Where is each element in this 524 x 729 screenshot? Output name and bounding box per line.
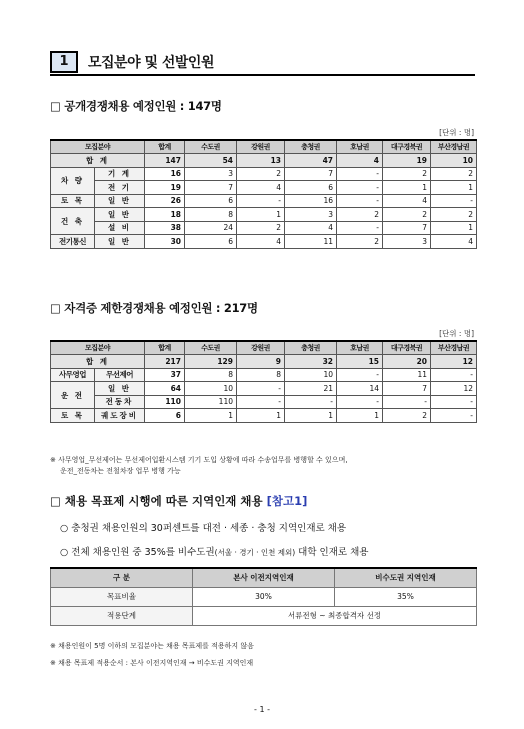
table-cell: 8: [185, 208, 237, 222]
table-cell: 14: [337, 382, 383, 396]
regional-bullet-2: [60, 544, 368, 558]
note-line: ※ 채용인원이 5명 이하의 모집분야는 채용 목표제를 적용하지 않음: [50, 642, 254, 650]
note-line: 운전_전동차는 전철차장 업무 병행 가능: [60, 467, 181, 475]
row-label: 적용단계: [51, 606, 193, 625]
bullet-text: 대학 인재로 채용: [295, 547, 369, 558]
table-cell: 54: [185, 154, 237, 168]
row-group-label: 운 전: [51, 382, 95, 409]
open-unit-label: [단위 : 명]: [439, 128, 474, 137]
table-cell: -: [337, 395, 383, 409]
table-row: [51, 208, 477, 222]
table-cell: -: [337, 194, 383, 208]
header-cell: 강원권: [237, 341, 285, 355]
table-cell: 18: [145, 208, 185, 222]
table-cell: 8: [237, 368, 285, 382]
table-cell: 6: [285, 181, 337, 195]
row-group-label: 전기통신: [51, 235, 95, 249]
table-cell: 7: [383, 382, 431, 396]
table-cell: 4: [285, 221, 337, 235]
regional-heading-text: □ 채용 목표제 시행에 따른 지역인재 채용: [50, 494, 263, 508]
table-header-row: [51, 568, 477, 587]
section-header: [50, 50, 475, 76]
row-group-label: 토 목: [51, 409, 95, 423]
header-cell: 모집분야: [51, 140, 145, 154]
row-sub-label: 일 반: [95, 208, 145, 222]
table-cell: 11: [383, 368, 431, 382]
table-cell: 2: [237, 221, 285, 235]
table-cell: -: [431, 395, 477, 409]
header-cell: 비수도권 지역인재: [335, 568, 477, 587]
table-row: [51, 167, 477, 181]
table-cell: 2: [383, 208, 431, 222]
table-cell: 2: [383, 167, 431, 181]
row-sub-label: 일 반: [95, 382, 145, 396]
table-row: [51, 587, 477, 606]
row-sub-label: 궤도장비: [95, 409, 145, 423]
table-cell: 13: [237, 154, 285, 168]
table-cell: 16: [285, 194, 337, 208]
table-cell: 26: [145, 194, 185, 208]
table-cell: 10: [285, 368, 337, 382]
table-cell: 9: [237, 355, 285, 369]
table-cell: 1: [337, 409, 383, 423]
total-label: 합 계: [51, 355, 145, 369]
table-cell: 4: [431, 235, 477, 249]
table-header-row: [51, 140, 477, 154]
table-cell: 32: [285, 355, 337, 369]
page-number: - 1 -: [254, 705, 270, 714]
header-cell: 강원권: [237, 140, 285, 154]
regional-notes: [50, 641, 480, 669]
note-line: ※ 채용 목표제 적용순서 : 본사 이전지역인재 → 비수도권 지역인재: [50, 659, 254, 667]
table-cell: -: [431, 194, 477, 208]
table-cell: 8: [185, 368, 237, 382]
table-cell: 2: [337, 208, 383, 222]
row-sub-label: 기 계: [95, 167, 145, 181]
row-group-label: 사무영업: [51, 368, 95, 382]
total-label: 합 계: [51, 154, 145, 168]
table-cell: 35%: [335, 587, 477, 606]
table-cell: 12: [431, 382, 477, 396]
table-cell: 6: [185, 235, 237, 249]
table-cell: 1: [431, 221, 477, 235]
header-cell: 합계: [145, 341, 185, 355]
table-row: [51, 221, 477, 235]
table-cell: 110: [145, 395, 185, 409]
table-row: [51, 194, 477, 208]
header-cell: 부산경남권: [431, 140, 477, 154]
header-cell: 충청권: [285, 140, 337, 154]
table-cell: 19: [145, 181, 185, 195]
table-cell: -: [337, 167, 383, 181]
row-group-label: 토 목: [51, 194, 95, 208]
header-cell: 수도권: [185, 341, 237, 355]
table-cell: 2: [237, 167, 285, 181]
table-cell: -: [237, 194, 285, 208]
table-cell: -: [431, 409, 477, 423]
table-cell: 1: [285, 409, 337, 423]
table-row: [51, 606, 477, 625]
table-cell: 217: [145, 355, 185, 369]
table-cell: 2: [431, 208, 477, 222]
table-cell: 15: [337, 355, 383, 369]
table-cell: 20: [383, 355, 431, 369]
table-cell: 21: [285, 382, 337, 396]
table-cell: -: [431, 368, 477, 382]
table-cell: 1: [431, 181, 477, 195]
table-cell: 1: [383, 181, 431, 195]
limited-note: [50, 455, 480, 477]
regional-heading: [50, 493, 307, 509]
table-cell: -: [337, 368, 383, 382]
header-cell: 구 분: [51, 568, 193, 587]
row-sub-label: 전동차: [95, 395, 145, 409]
table-cell: 19: [383, 154, 431, 168]
table-cell: 2: [383, 409, 431, 423]
table-cell: 24: [185, 221, 237, 235]
row-label: 목표비율: [51, 587, 193, 606]
header-cell: 대구경북권: [383, 140, 431, 154]
table-cell: 3: [185, 167, 237, 181]
table-row: [51, 395, 477, 409]
table-cell: 37: [145, 368, 185, 382]
table-cell: 4: [237, 181, 285, 195]
table-cell: 47: [285, 154, 337, 168]
table-cell: -: [237, 395, 285, 409]
header-cell: 호남권: [337, 140, 383, 154]
table-cell: 11: [285, 235, 337, 249]
table-cell: 7: [185, 181, 237, 195]
table-row: [51, 368, 477, 382]
table-cell: 서류전형 ~ 최종합격자 선정: [193, 606, 477, 625]
limited-unit-label: [단위 : 명]: [439, 329, 474, 338]
table-cell: 3: [383, 235, 431, 249]
table-cell: 30: [145, 235, 185, 249]
table-cell: 4: [237, 235, 285, 249]
table-row: [51, 382, 477, 396]
table-cell: 4: [337, 154, 383, 168]
header-cell: 수도권: [185, 140, 237, 154]
table-total-row: [51, 355, 477, 369]
row-group-label: 건 축: [51, 208, 95, 235]
limited-recruitment-heading: □ 자격증 제한경쟁채용 예정인원 : 217명: [50, 301, 258, 315]
table-cell: 16: [145, 167, 185, 181]
row-sub-label: 설 비: [95, 221, 145, 235]
table-cell: 10: [431, 154, 477, 168]
table-cell: 2: [431, 167, 477, 181]
table-cell: 7: [383, 221, 431, 235]
table-cell: -: [237, 382, 285, 396]
table-cell: 7: [285, 167, 337, 181]
open-recruitment-table: [50, 139, 477, 249]
table-cell: 12: [431, 355, 477, 369]
table-cell: 110: [185, 395, 237, 409]
row-sub-label: 일 반: [95, 235, 145, 249]
open-recruitment-heading: □ 공개경쟁채용 예정인원 : 147명: [50, 99, 222, 113]
header-cell: 호남권: [337, 341, 383, 355]
table-cell: 38: [145, 221, 185, 235]
section-title: 모집분야 및 선발인원: [88, 55, 214, 71]
section-number: 1: [50, 51, 78, 73]
table-row: [51, 181, 477, 195]
table-cell: -: [337, 221, 383, 235]
regional-target-table: [50, 567, 477, 626]
table-cell: 1: [237, 409, 285, 423]
table-cell: -: [285, 395, 337, 409]
table-cell: 2: [337, 235, 383, 249]
bullet-text: ○ 전체 채용인원 중 35%를 비수도권: [60, 547, 215, 558]
regional-bullet-1: ○ 충청권 채용인원의 30퍼센트를 대전 · 세종 · 충청 지역인재로 채용: [60, 523, 347, 534]
table-row: [51, 235, 477, 249]
header-cell: 본사 이전지역인재: [193, 568, 335, 587]
table-cell: 10: [185, 382, 237, 396]
table-cell: 1: [237, 208, 285, 222]
header-cell: 부산경남권: [431, 341, 477, 355]
table-row: [51, 409, 477, 423]
table-cell: -: [337, 181, 383, 195]
table-cell: 6: [185, 194, 237, 208]
row-sub-label: 무선제어: [95, 368, 145, 382]
table-header-row: [51, 341, 477, 355]
table-cell: 3: [285, 208, 337, 222]
header-cell: 합계: [145, 140, 185, 154]
table-cell: 30%: [193, 587, 335, 606]
header-cell: 대구경북권: [383, 341, 431, 355]
row-sub-label: 일 반: [95, 194, 145, 208]
table-cell: 4: [383, 194, 431, 208]
row-group-label: 차 량: [51, 167, 95, 194]
row-sub-label: 전 기: [95, 181, 145, 195]
table-cell: 129: [185, 355, 237, 369]
header-cell: 모집분야: [51, 341, 145, 355]
reference-link[interactable]: [참고1]: [266, 494, 308, 508]
limited-recruitment-table: [50, 340, 477, 423]
table-cell: 1: [185, 409, 237, 423]
table-cell: -: [383, 395, 431, 409]
header-cell: 충청권: [285, 341, 337, 355]
table-cell: 64: [145, 382, 185, 396]
bullet-small-text: (서울 · 경기 · 인천 제외): [214, 548, 296, 557]
note-line: ※ 사무영업_무선제어는 무선제어입환시스템 기기 도입 상황에 따라 수송업무를 병행할 수 있으며,: [50, 456, 348, 464]
table-total-row: [51, 154, 477, 168]
table-cell: 147: [145, 154, 185, 168]
table-cell: 6: [145, 409, 185, 423]
